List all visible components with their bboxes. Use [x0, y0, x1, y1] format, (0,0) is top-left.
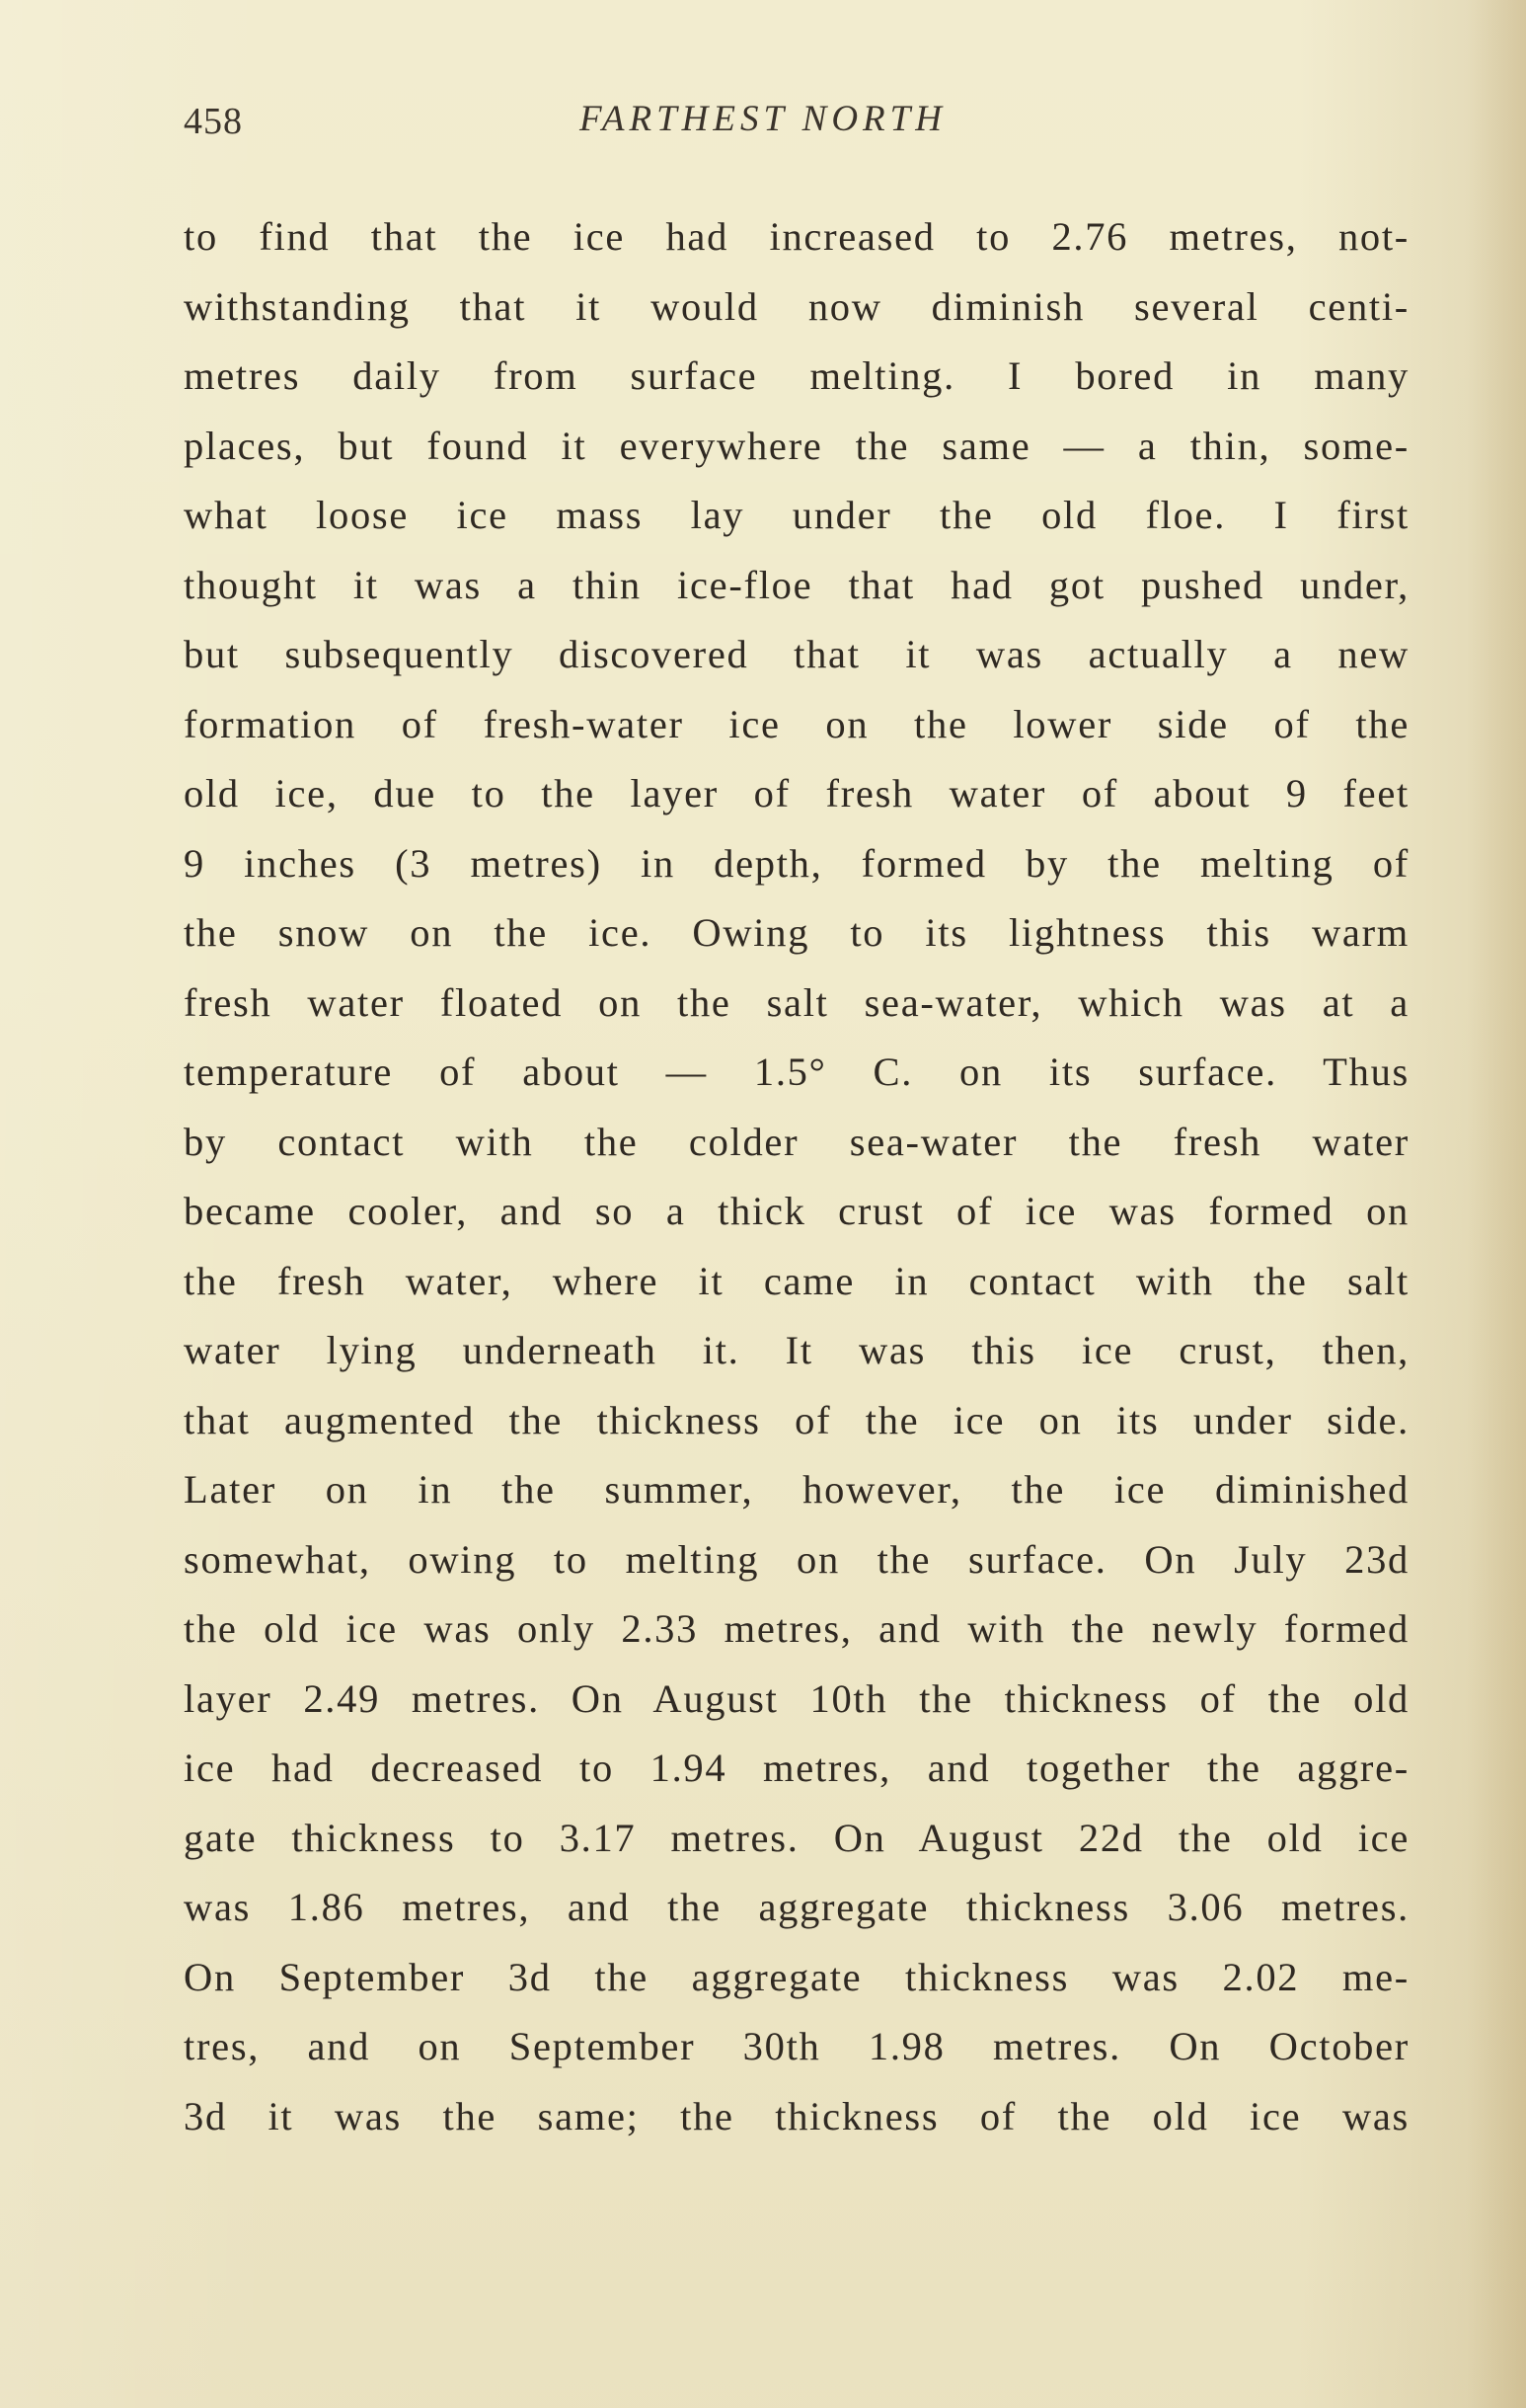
text-line: that augmented the thickness of the ice on its under side. — [184, 1397, 1410, 1442]
text-line: fresh water floated on the salt sea-water, which was at a — [184, 979, 1410, 1025]
text-line: the old ice was only 2.33 metres, and with the newly formed — [184, 1606, 1410, 1651]
text-line: the fresh water, where it came in contact with the salt — [184, 1258, 1410, 1303]
text-line: withstanding that it would now diminish several centi- — [184, 283, 1410, 329]
text-line: 9 inches (3 metres) in depth, formed by the melting of — [184, 840, 1410, 886]
text-line: became cooler, and so a thick crust of ice was formed on — [184, 1189, 1410, 1233]
text-line: 3d it was the same; the thickness of the old ice was — [184, 2093, 1410, 2138]
page-edge-shadow — [1467, 0, 1526, 2408]
text-line: layer 2.49 metres. On August 10th the thickness of the old — [184, 1675, 1410, 1721]
text-line: but subsequently discovered that it was actually a new — [184, 632, 1410, 676]
text-line: water lying underneath it. It was this ice crust, then, — [184, 1328, 1410, 1372]
text-line: formation of fresh-water ice on the lower side of the — [184, 701, 1410, 746]
text-line: ice had decreased to 1.94 metres, and together the aggre- — [184, 1746, 1410, 1790]
text-line: temperature of about — 1.5° C. on its surface. Thus — [184, 1049, 1410, 1094]
text-line: places, but found it everywhere the same — a thin, some- — [184, 423, 1410, 468]
text-line: tres, and on September 30th 1.98 metres. On October — [184, 2024, 1410, 2068]
text-line: metres daily from surface melting. I bored in many — [184, 353, 1410, 398]
text-line: old ice, due to the layer of fresh water of about 9 feet — [184, 771, 1410, 816]
text-line: by contact with the colder sea-water the fresh water — [184, 1119, 1410, 1164]
text-line: was 1.86 metres, and the aggregate thickness 3.06 metres. — [184, 1885, 1410, 1929]
text-line: Later on in the summer, however, the ice diminished — [184, 1467, 1410, 1512]
text-line: somewhat, owing to melting on the surface. On July 23d — [184, 1536, 1410, 1582]
text-line: thought it was a thin ice-floe that had got pushed under, — [184, 562, 1410, 607]
text-line: gate thickness to 3.17 metres. On August 22d the old ice — [184, 1815, 1410, 1860]
text-line: the snow on the ice. Owing to its lightness this warm — [184, 910, 1410, 955]
text-line: what loose ice mass lay under the old floe. I first — [184, 493, 1410, 537]
text-line: to find that the ice had increased to 2.76 metres, not- — [184, 214, 1410, 259]
page-number: 458 — [184, 101, 243, 142]
text-line: On September 3d the aggregate thickness was 2.02 me- — [184, 1954, 1410, 1999]
running-title: FARTHEST NORTH — [579, 99, 947, 139]
body-text — [184, 202, 1410, 2151]
